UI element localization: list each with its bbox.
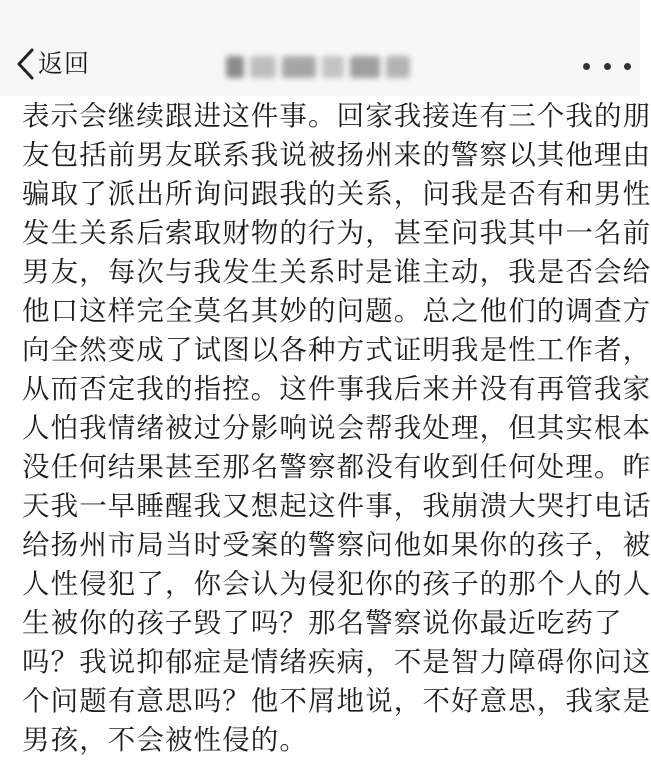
nav-bar <box>0 0 640 96</box>
article-line: 没任何结果甚至那名警察都没有收到任何处理。昨 <box>22 451 651 483</box>
article-line: 天我一早睡醒我又想起这件事，我崩溃大哭打电话 <box>22 490 651 522</box>
article-line: 从而否定我的指控。这件事我后来并没有再管我家 <box>22 373 651 405</box>
dot <box>583 63 590 70</box>
article-line: 友包括前男友联系我说被扬州来的警察以其他理由 <box>22 139 651 171</box>
dot <box>624 63 631 70</box>
dot <box>604 63 611 70</box>
article-line: 给扬州市局当时受案的警察问他如果你的孩子，被 <box>22 529 651 561</box>
article-line: 人怕我情绪被过分影响说会帮我处理，但其实根本 <box>22 412 651 444</box>
back-button[interactable] <box>14 44 90 84</box>
article-line: 人性侵犯了，你会认为侵犯你的孩子的那个人的人 <box>22 568 651 600</box>
chevron-left-icon <box>14 44 36 84</box>
article-line: 他口这样完全莫名其妙的问题。总之他们的调查方 <box>22 295 651 327</box>
back-label: 返回 <box>38 49 91 78</box>
article-body <box>0 94 651 756</box>
more-dots-icon[interactable] <box>583 52 631 80</box>
article-line: 骗取了派出所询问跟我的关系，问我是否有和男性 <box>22 178 651 210</box>
article-line: 表示会继续跟进这件事。回家我接连有三个我的朋 <box>22 100 651 132</box>
article-line: 男孩，不会被性侵的。 <box>22 724 308 756</box>
article-line: 发生关系后索取财物的行为，甚至问我其中一名前 <box>22 217 651 249</box>
article-line: 生被你的孩子毁了吗？那名警察说你最近吃药了 <box>22 607 623 639</box>
article-line: 吗？我说抑郁症是情绪疾病，不是智力障碍你问这 <box>22 646 651 678</box>
page-title-blurred <box>226 52 416 82</box>
article-line: 男友，每次与我发生关系时是谁主动，我是否会给 <box>22 256 651 288</box>
article-line: 个问题有意思吗？他不屑地说，不好意思，我家是 <box>22 685 651 717</box>
article-line: 向全然变成了试图以各种方式证明我是性工作者， <box>22 334 651 366</box>
